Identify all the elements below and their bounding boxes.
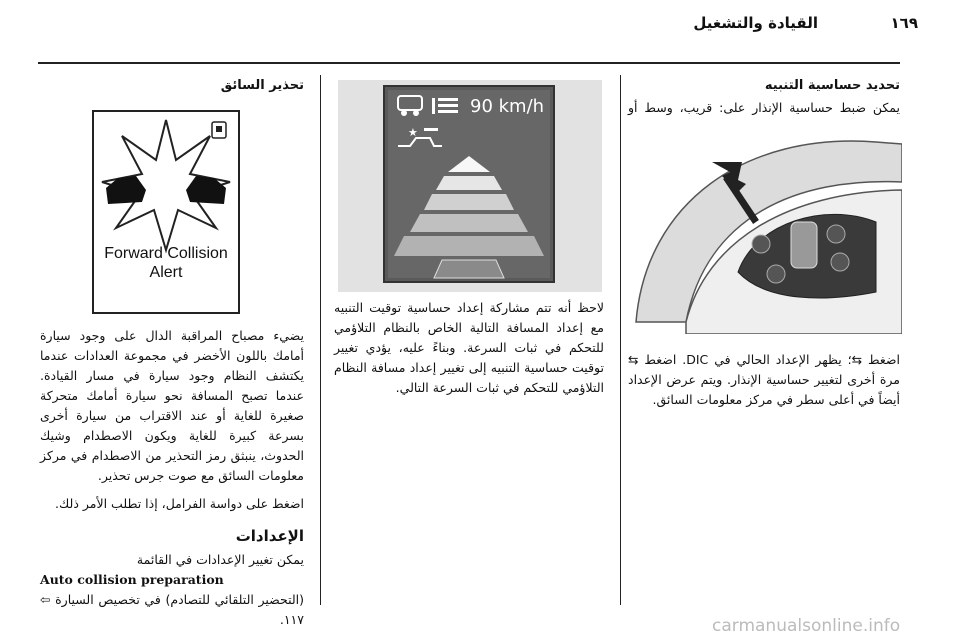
middle-column bbox=[334, 298, 604, 406]
forward-collision-alert-figure bbox=[92, 110, 240, 314]
driver-warning-para1: يضيء مصباح المراقبة الدال على وجود سيارة أمامك باللون الأخضر في مجموعة العدادات عندما يكتشف النظام وجود سيارة في مسار القيادة. عندما تصبح المسافة نحو سيارة أمامك متحركة صغيرة للغاية أو عند الاقتراب من سيارة أخرى بسرعة كبيرة للغاية ويكون الاصطدام وشيك الحدوث، ينبثق رمز التحذير من الاصطدام في مركز معلومات السائق مع صوت جرس تحذير. bbox=[40, 328, 304, 483]
driver-warning-heading: تحذير السائق bbox=[220, 78, 304, 93]
alert-figure-label: Forward Collision Alert bbox=[104, 245, 228, 281]
dic-display-figure bbox=[338, 80, 602, 292]
right-column-steps bbox=[628, 350, 900, 418]
column-divider-right bbox=[620, 75, 621, 605]
page-header bbox=[38, 14, 918, 42]
alert-sensitivity-steps: اضغط ⇆؛ يظهر الإعداد الحالي في DIC. اضغط ⇆ مرة أخرى لتغيير حساسية الإنذار. ويتم عرض الإعداد أيضاً في أعلى سطر في مركز معلومات السائق. bbox=[628, 352, 900, 407]
chapter-title: القيادة والتشغيل bbox=[693, 14, 818, 32]
settings-latin-line bbox=[40, 570, 304, 590]
steering-wheel-figure bbox=[626, 122, 902, 334]
column-divider-left bbox=[320, 75, 321, 605]
settings-text: يمكن تغيير الإعدادات في القائمة bbox=[136, 552, 304, 567]
alert-sensitivity-heading: تحديد حساسية التنبيه bbox=[764, 78, 900, 93]
watermark: carmanualsonline.info bbox=[712, 616, 901, 636]
page-number: ١٦٩ bbox=[890, 14, 918, 32]
settings-tail: (التحضير التلقائي للتصادم) في تخصيص السيارة ⇦ ١١٧. bbox=[40, 592, 304, 627]
left-column bbox=[40, 326, 304, 638]
left-column-heading bbox=[40, 76, 304, 98]
settings-heading: الإعدادات bbox=[235, 527, 304, 545]
auto-collision-preparation-label: Auto collision preparation bbox=[40, 572, 224, 587]
sensitivity-note: لاحظ أنه تتم مشاركة إعداد حساسية توقيت التنبيه مع إعداد المسافة التالية الخاص بالنظام التلاؤمي للتحكم في ثبات السرعة. وبناءً عليه، يؤدي تغيير توقيت حساسية التنبيه إلى تغيير إعداد مسافة النظام التلاؤمي للتحكم في ثبات السرعة التالي. bbox=[334, 300, 604, 395]
driver-warning-para2: اضغط على دواسة الفرامل، إذا تطلب الأمر ذلك. bbox=[55, 496, 304, 511]
speed-readout: 90 km/h bbox=[470, 96, 545, 117]
svg-text:★: ★ bbox=[408, 126, 418, 139]
alert-sensitivity-intro: يمكن ضبط حساسية الإنذار على: قريب، وسط أو bbox=[628, 100, 900, 115]
header-rule bbox=[38, 62, 900, 64]
